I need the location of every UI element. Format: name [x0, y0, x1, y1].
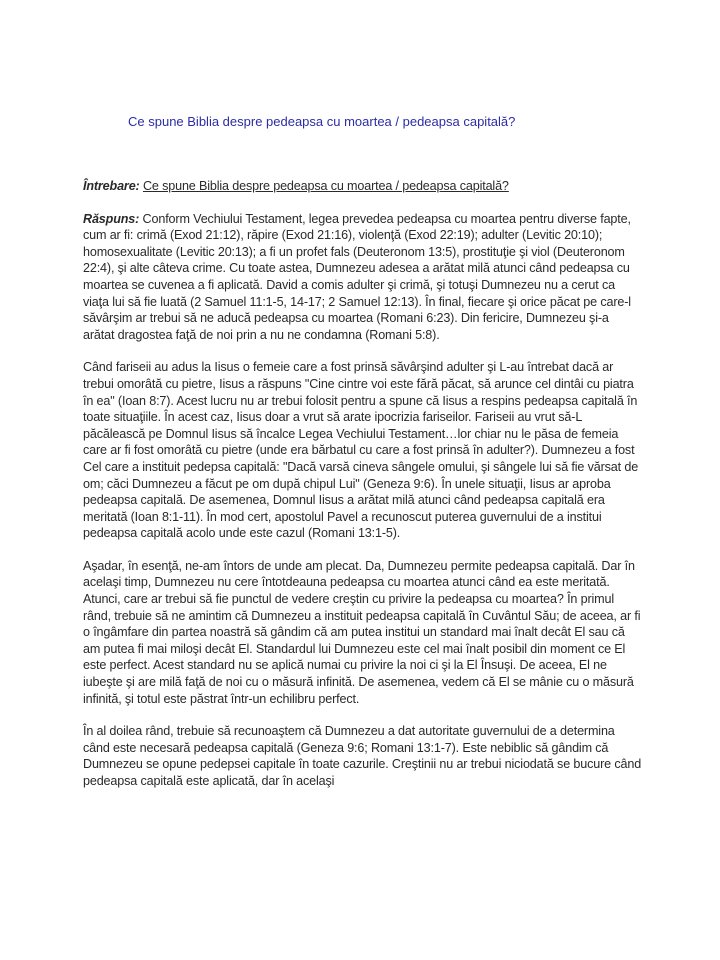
body-paragraph-1: Când fariseii au adus la Iisus o femeie care a fost prinsă săvârşind adulter şi L-au întrebat dacă ar trebui omorâtă cu pietre, Iisus a răspuns "Cine cintre voi este fără păcat, să arunce cel dintâi cu piatra în ea" (Ioan 8:7). Acest lucru nu ar trebui folosit pentru a spune că Iisus a respins pedeapsa capitală în toate situaţiile. În acest caz, Iisus doar a vrut să arate ipocrizia fariseilor. Fariseii au vrut să-L păcălească pe Domnul Iisus să încalce Legea Vechiului Testament…lor chiar nu le păsa de femeia care ar fi fost omorâtă cu pietre (unde era bărbatul cu care a fost prinsă în adulter?). Dumnezeu a fost Cel care a instituit pedepsa capitală: "Dacă varsă cineva sângele omului, şi sângele lui să fie vărsat de om; căci Dumnezeu a făcut pe om după chipul Lui" (Geneza 9:6). În unele situaţii, Iisus ar aproba pedeapsa capitală. De asemenea, Domnul Iisus a arătat milă atunci când pedeapsa capitală era meritată (Ioan 8:1-11). În mod cert, apostolul Pavel a recunoscut puterea guvernului de a institui pedeapsa capitală acolo unde este cazul (Romani 13:1-5).	[83, 360, 639, 541]
question-label: Întrebare:	[83, 179, 140, 193]
document-title: Ce spune Biblia despre pedeapsa cu moartea / pedeapsa capitală?	[128, 114, 516, 129]
document-body	[83, 178, 643, 806]
question-text[interactable]: Ce spune Biblia despre pedeapsa cu moartea / pedeapsa capitală?	[142, 179, 509, 193]
question-paragraph	[83, 178, 643, 195]
answer-paragraph	[83, 211, 643, 344]
answer-text: Conform Vechiului Testament, legea prevedea pedeapsa cu moartea pentru diverse fapte, cum ar fi: crimă (Exod 21:12), răpire (Exod 21:16), violenţă (Exod 22:19); adulter (Levitic 20:10); homosexualitate (Levitic 20:13); a fi un profet fals (Deuteronom 13:5), prostituţie şi viol (Deuteronom 22:4), şi alte câteva crime. Cu toate astea, Dumnezeu adesea a arătat milă atunci când pedeapsa cu moartea se cuvenea a fi aplicată. David a comis adulter şi crimă, şi totuşi Dumnezeu nu a cerut ca viaţa lui să fie luată (2 Samuel 11:1-5, 14-17; 2 Samuel 12:13). În final, fiecare şi orice păcat pe care-l săvârşim ar trebui să ne aducă pedeapsa cu moartea (Romani 6:23). Din fericire, Dumnezeu şi-a arătat dragostea faţă de noi prin a nu ne condamna (Romani 5:8).	[83, 211, 631, 342]
body-paragraph-3: În al doilea rând, trebuie să recunoaştem că Dumnezeu a dat autoritate guvernului de a determina când este necesară pedeapsa capitală (Geneza 9:6; Romani 13:1-7). Este nebiblic să gândim că Dumnezeu se opune pedepsei capitale în toate cazurile. Creştinii nu ar trebui niciodată se bucure când pedeapsa capitală este aplicată, dar în acelaşi	[83, 724, 642, 788]
answer-label: Răspuns:	[83, 211, 140, 226]
body-paragraph-2: Aşadar, în esenţă, ne-am întors de unde am plecat. Da, Dumnezeu permite pedeapsa capitală. Dar în acelaşi timp, Dumnezeu nu cere întotdeauna pedeapsa cu moartea atunci când ea este meritată. Atunci, care ar trebui să fie punctul de vedere creştin cu privire la pedeapsa cu moartea? În primul rând, trebuie să ne amintim că Dumnezeu a instituit pedeapsa capitală în Cuvântul Său; de aceea, ar fi o îngâmfare din partea noastră să gândim că am putea institui un standard mai înalt decât El sau că am putea fi mai miloşi decât El. Standardul lui Dumnezeu este cel mai înalt posibil din moment ce El este perfect. Acest standard nu se aplică numai cu privire la noi ci şi la El Însuşi. De aceea, El ne iubeşte şi are milă faţă de noi cu o măsură infinită. De asemenea, vedem că El se mânie cu o măsură infinită, şi totul este păstrat într-un echilibru perfect.	[83, 558, 641, 706]
